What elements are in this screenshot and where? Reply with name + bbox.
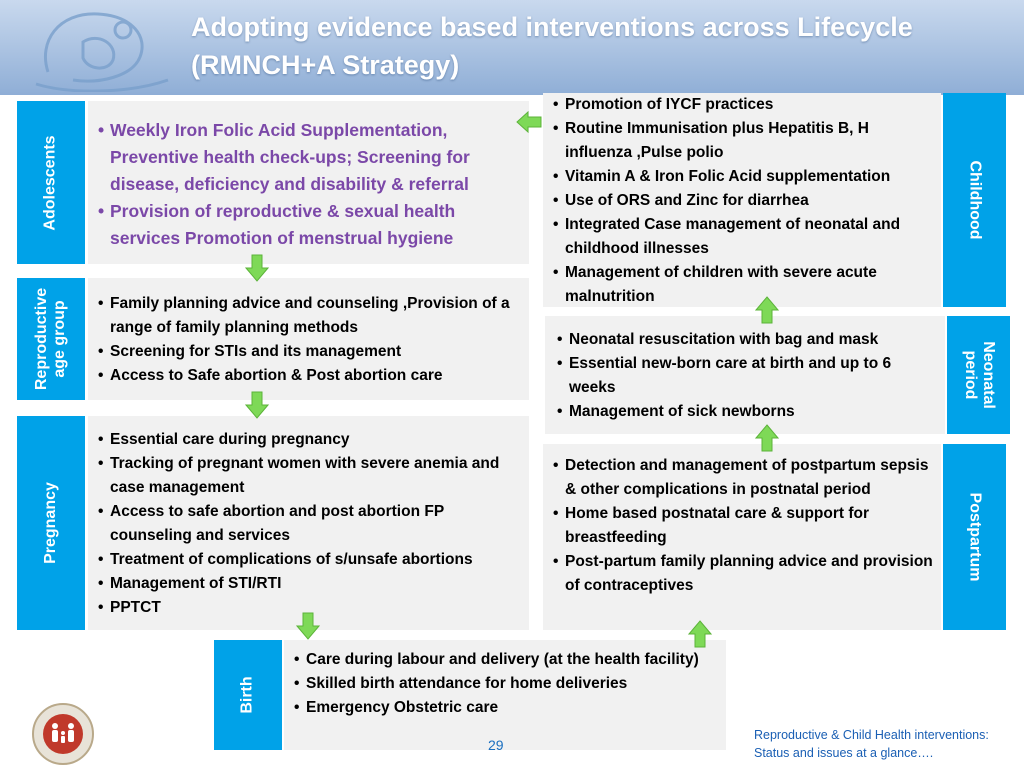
pregnancy-item: • Management of STI/RTI [96,572,519,596]
arrow-down-icon [245,391,269,419]
pregnancy-item: • Tracking of pregnant women with severe anemia and case management [96,452,519,500]
postpartum-label: Postpartum [966,492,984,582]
reproductive-item: • Family planning advice and counseling ,Provision of a range of family planning methods [96,292,519,340]
postpartum-item: • Post-partum family planning advice and provision of contraceptives [551,550,933,598]
birth-item: • Care during labour and delivery (at the health facility) [292,648,716,672]
pregnancy-item: • Treatment of complications of s/unsafe abortions [96,548,519,572]
childhood-item: • Promotion of IYCF practices [551,93,937,117]
reproductive-label-line-2: age group [51,300,68,378]
neonatal-panel [545,316,945,434]
postpartum-item: • Detection and management of postpartum sepsis & other complications in postnatal period [551,454,933,502]
adolescents-item: • Provision of reproductive & sexual health services Promotion of menstrual hygiene [96,198,519,252]
reproductive-item: • Screening for STIs and its management [96,340,519,364]
title-line-1: Adopting evidence based interventions across Lifecycle [191,12,913,42]
stage-label-adolescents [17,101,85,264]
page-number: 29 [488,737,504,753]
arrow-up-icon [755,296,779,324]
arrow-down-icon [296,612,320,640]
pregnancy-item: • PPTCT [96,596,519,620]
childhood-panel [543,93,941,307]
neonatal-item: • Neonatal resuscitation with bag and mask [555,328,939,352]
reproductive-label [33,288,69,390]
adolescents-panel [88,101,529,264]
adolescents-item: • Weekly Iron Folic Acid Supplementation, Preventive health check-ups; Screening for disease, deficiency and disability & referral [96,117,519,198]
neonatal-label-line-1: Neonatal [979,341,997,409]
childhood-item: • Use of ORS and Zinc for diarrhea [551,189,937,213]
pregnancy-item: • Essential care during pregnancy [96,428,519,452]
arrow-up-icon [755,424,779,452]
pregnancy-label: Pregnancy [42,482,59,564]
stage-label-birth [214,640,282,750]
stage-label-pregnancy [17,416,85,630]
pregnancy-item: • Access to safe abortion and post abortion FP counseling and services [96,500,519,548]
stage-label-reproductive-age-group [17,278,85,400]
reproductive-label-line-1: Reproductive [33,287,50,391]
page-title [191,8,1011,84]
neonatal-label [961,341,997,409]
childhood-item: • Integrated Case management of neonatal and childhood illnesses [551,213,937,261]
birth-label: Birth [238,676,256,714]
arrow-down-icon [245,254,269,282]
postpartum-panel [543,444,941,630]
pregnancy-panel [88,416,529,630]
childhood-label: Childhood [966,160,984,240]
neonatal-label-line-2: period [961,350,979,400]
arrow-up-icon [688,620,712,648]
footer-subtitle: Status and issues at a glance…. [754,746,934,760]
family-emblem-icon [18,698,108,766]
title-line-2: (RMNCH+A Strategy) [191,50,460,80]
footer-title: Reproductive & Child Health interventions: [754,728,989,742]
mother-child-logo-icon [28,2,178,97]
neonatal-item: • Management of sick newborns [555,400,939,424]
adolescents-label: Adolescents [42,134,60,231]
childhood-item: • Vitamin A & Iron Folic Acid supplementation [551,165,937,189]
birth-item: • Emergency Obstetric care [292,696,716,720]
childhood-item: • Management of children with severe acute malnutrition [551,261,937,309]
stage-label-childhood [943,93,1006,307]
childhood-item: • Routine Immunisation plus Hepatitis B, H influenza ,Pulse polio [551,117,937,165]
stage-label-neonatal-period [947,316,1010,434]
birth-panel [284,640,726,750]
reproductive-item: • Access to Safe abortion & Post abortion care [96,364,519,388]
arrow-left-icon [516,110,542,134]
stage-label-postpartum [943,444,1006,630]
reproductive-panel [88,278,529,400]
birth-item: • Skilled birth attendance for home deliveries [292,672,716,696]
postpartum-item: • Home based postnatal care & support for breastfeeding [551,502,933,550]
neonatal-item: • Essential new-born care at birth and up to 6 weeks [555,352,939,400]
